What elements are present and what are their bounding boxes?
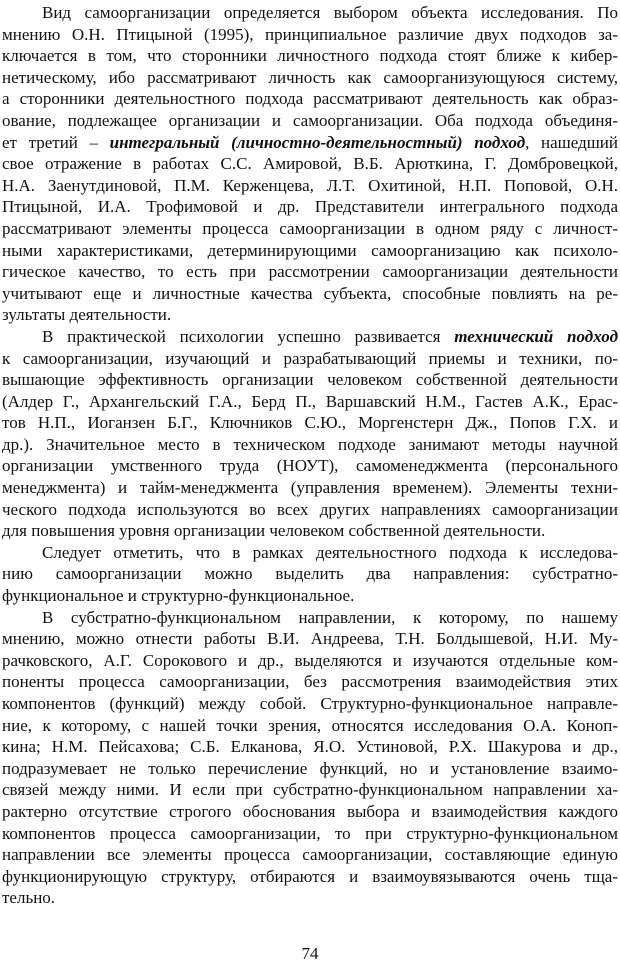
text-line <box>2 304 618 326</box>
text-run: Н.А. Заенутдиновой, П.М. Керженцева, Л.Т. Охитиной, Н.П. Поповой, О.Н. <box>2 175 618 195</box>
text-run: организации умственного труда (НОУТ), самоменеджмента (персонального <box>2 456 618 476</box>
text-line <box>2 412 618 434</box>
paragraph <box>2 326 618 542</box>
text-run: а сторонники деятельностного подхода рассматривают деятельность как образ- <box>2 89 618 109</box>
text-run: компонентов (функций) между собой. Структурно-функциональное направле- <box>2 694 618 713</box>
text-line <box>2 779 618 801</box>
text-run: В субстратно-функциональном направлении, к которому, по нашему <box>42 607 618 627</box>
text-line <box>2 844 618 866</box>
text-line <box>2 801 618 823</box>
text-line <box>2 585 618 607</box>
text-line <box>2 88 618 110</box>
text-run: ет третий – <box>2 132 110 152</box>
text-line <box>2 499 618 521</box>
text-line <box>2 607 618 629</box>
text-line <box>2 175 618 197</box>
paragraph <box>2 607 618 909</box>
text-run: ключается в том, что сторонники личностного подхода стоят ближе к кибер- <box>2 46 618 66</box>
text-line <box>2 823 618 845</box>
text-run: вышающие эффективность организации человеком собственной деятельности <box>2 370 618 390</box>
text-line <box>2 196 618 218</box>
text-run: тельно. <box>2 888 56 908</box>
text-line <box>2 736 618 758</box>
paragraph <box>2 542 618 607</box>
text-run: компонентов процесса самоорганизации, то при структурно-функциональном <box>2 823 618 843</box>
text-line <box>2 132 618 154</box>
text-run: гическое качество, то есть при рассмотрении самоорганизации деятельности <box>2 262 618 282</box>
text-line <box>2 283 618 305</box>
text-line <box>2 110 618 132</box>
text-run: рачковского, А.Г. Сорокового и др., выделяются и изучаются отдельные ком- <box>2 650 618 670</box>
text-line <box>2 628 618 650</box>
text-run: др.). Значительное место в техническом подходе занимают методы научной <box>2 434 618 454</box>
text-run: функционирующую структуру, отбираются и взаимоувязываются очень тща- <box>2 866 618 886</box>
text-run: ческого подхода используются во всех других направлениях самоорганизации <box>2 499 618 519</box>
text-line <box>2 715 618 737</box>
text-run: рактерно отсутствие строгого обоснования выбора и взаимодействия каждого <box>2 801 618 821</box>
text-run: ование, подлежащее организации и самоорганизации. Оба подхода объединя- <box>2 110 618 130</box>
text-run: зультаты деятельности. <box>2 305 172 325</box>
text-line <box>2 153 618 175</box>
text-line <box>2 866 618 888</box>
text-line <box>2 671 618 693</box>
text-line <box>2 520 618 542</box>
text-run: направлении все элементы процесса самоорганизации, составляющие единую <box>2 845 618 865</box>
text-run: ными характеристиками, детерминирующими самоорганизацию как психоло- <box>2 240 618 260</box>
text-line <box>2 45 618 67</box>
text-run: рассматривают элементы процесса самоорганизации в одном ряду с личност- <box>2 218 618 238</box>
text-run: ние, к которому, с нашей точки зрения, относятся исследования О.А. Коноп- <box>2 715 618 735</box>
text-run: , нашедший <box>525 132 618 152</box>
text-run: (Алдер Г., Архангельский Г.А., Берд П., Варшавский Н.М., Гастев А.К., Ерас- <box>2 391 618 411</box>
text-run: для повышения уровня организации человеком собственной деятельности. <box>2 521 546 541</box>
text-line <box>2 758 618 780</box>
text-run: свое отражение в работах С.С. Амировой, В.Б. Арюткина, Г. Домбровецкой, <box>2 154 618 174</box>
text-line <box>2 477 618 499</box>
text-line <box>2 887 618 909</box>
text-line <box>2 218 618 240</box>
text-run: подразумевает не только перечисление функций, но и установление взаимо- <box>2 758 618 778</box>
text-line <box>2 434 618 456</box>
text-run: В практической психологии успешно развивается <box>42 326 455 346</box>
text-run: Птицыной, И.А. Трофимовой и др. Представители интегрального подхода <box>2 197 618 217</box>
text-line <box>2 2 618 24</box>
text-run: функциональное и структурно-функциональное. <box>2 586 355 606</box>
paragraph <box>2 2 618 326</box>
page-number: 74 <box>301 944 319 963</box>
text-line <box>2 240 618 262</box>
text-run: Вид самоорганизации определяется выбором объекта исследования. По <box>42 3 618 22</box>
text-run: мнению, можно отнести работы В.И. Андреева, Т.Н. Болдышевой, Н.И. Му- <box>2 629 618 649</box>
text-line <box>2 67 618 89</box>
text-run: кина; Н.М. Пейсахова; С.Б. Елканова, Я.О. Устиновой, Р.Х. Шакурова и др., <box>2 737 618 757</box>
text-run: к самоорганизации, изучающий и разрабатывающий приемы и техники, по- <box>2 348 618 368</box>
text-line <box>2 369 618 391</box>
text-run: нетическому, ибо рассматривают личность как самоорганизующуюся систему, <box>2 67 618 87</box>
text-run: мнению О.Н. Птицыной (1995), принципиальное различие двух подходов за- <box>2 24 618 44</box>
text-line <box>2 24 618 46</box>
text-line <box>2 693 618 715</box>
text-run: тов Н.П., Иоганзен Б.Г., Ключников С.Ю., Моргенстерн Дж., Попов Г.Х. и <box>2 413 618 433</box>
text-run: поненты процесса самоорганизации, без рассмотрения взаимодействия этих <box>2 672 618 692</box>
text-line <box>2 326 618 348</box>
text-line <box>2 348 618 370</box>
text-line <box>2 650 618 672</box>
body-text <box>2 2 618 909</box>
emphasized-term: интегральный (личностно-деятельностный) подход <box>109 132 526 152</box>
text-run: связей между ними. И если при субстратно-функциональном направлении ха- <box>2 780 618 800</box>
text-line <box>2 455 618 477</box>
text-line <box>2 261 618 283</box>
text-line <box>2 563 618 585</box>
text-run: учитывают еще и личностные качества субъекта, способные повлиять на ре- <box>2 283 618 303</box>
text-line <box>2 391 618 413</box>
text-run: менеджмента) и тайм-менеджмента (управления временем). Элементы техни- <box>2 478 618 498</box>
text-run: Следует отметить, что в рамках деятельностного подхода к исследова- <box>42 542 618 562</box>
text-line <box>2 542 618 564</box>
text-run: нию самоорганизации можно выделить два направления: субстратно- <box>2 564 618 584</box>
emphasized-term: технический подход <box>454 326 618 346</box>
